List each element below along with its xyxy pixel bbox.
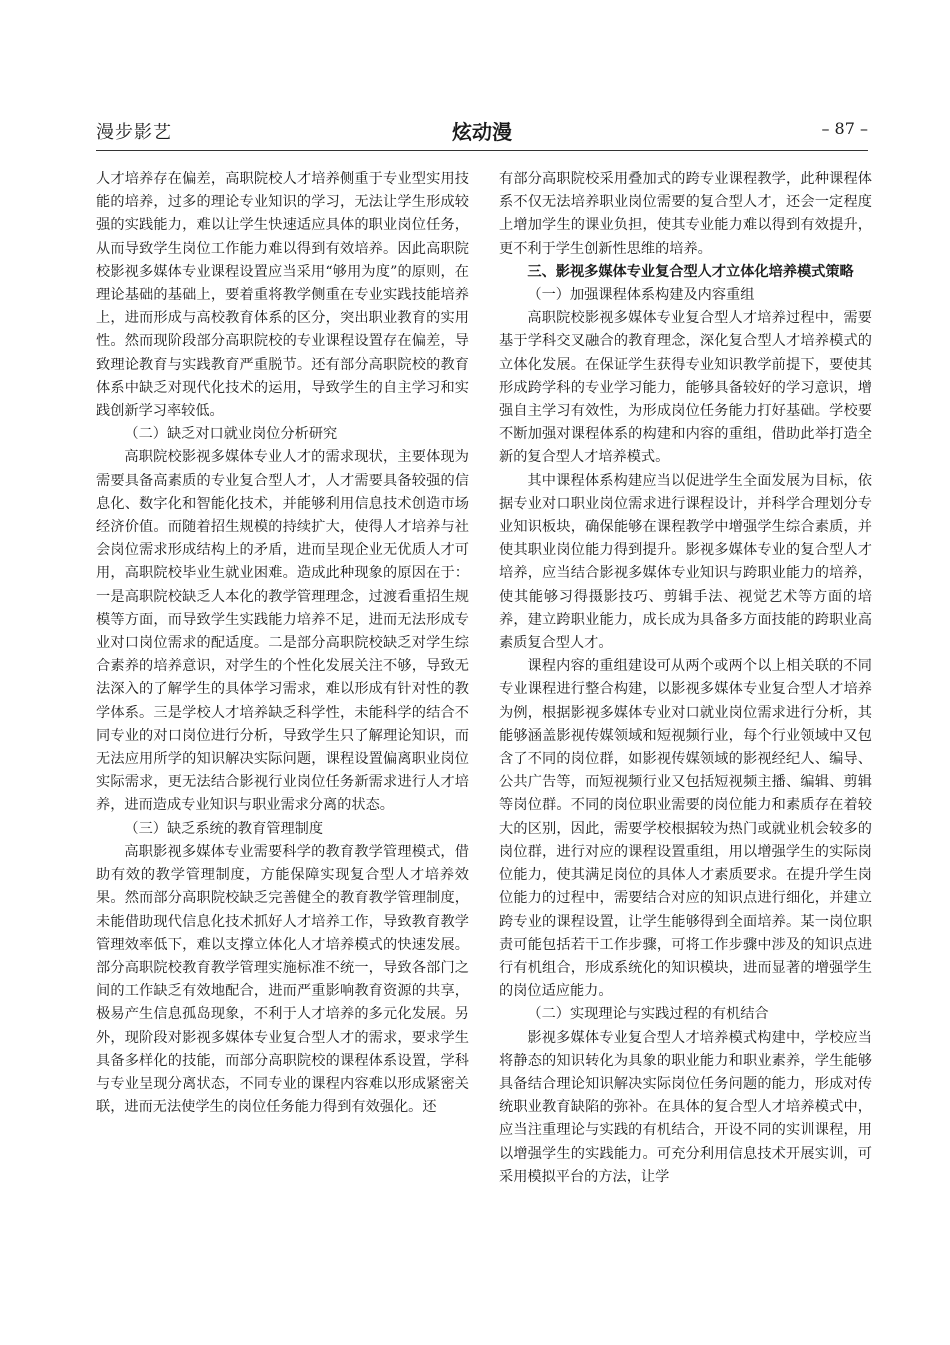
subsection-heading: （二）缺乏对口就业岗位分析研究 (124, 426, 338, 443)
paragraph: 影视多媒体专业复合型人才培养模式构建中，学校应当将静态的知识转化为具象的职业能力和职业素养，学生能够具备结合理论知识解决实际岗位任务问题的能力，形成对传统职业教育缺陷的弥补。在具体的复合型人才培养模式中，应当注重理论与实践的有机结合，开设不同的实训课程，用以增强学生的实践能力。可充分利用信息技术开展实训，可采用模拟平台的方法，让学 (499, 1029, 872, 1185)
left-column (96, 168, 469, 1288)
paragraph: 其中课程体系构建应当以促进学生全面发展为目标，依据专业对口职业岗位需求进行课程设计，并科学合理划分专业知识板块，确保能够在课程教学中增强学生综合素质，并使其职业岗位能力得到提升。影视多媒体专业的复合型人才培养，应当结合影视多媒体专业知识与跨职业能力的培养，使其能够习得摄影技巧、剪辑手法、视觉艺术等方面的培养，建立跨职业能力，成长成为具备多方面技能的跨职业高素质复合型人才。 (499, 472, 872, 652)
paragraph: 课程内容的重组建设可从两个或两个以上相关联的不同专业课程进行整合构建，以影视多媒体专业复合型人才培养为例，根据影视多媒体专业对口就业岗位需求进行分析，其能够涵盖影视传媒领域和短视频行业，每个行业领域中又包含了不同的岗位群，如影视传媒领域的影视经纪人、编导、公共广告等，而短视频行业又包括短视频主播、编辑、剪辑等岗位群。不同的岗位职业需要的岗位能力和素质存在着较大的区别，因此，需要学校根据较为热门或就业机会较多的岗位群，进行对应的课程设置重组，用以增强学生的实际岗位能力，使其满足岗位的具体人才素质要求。在提升学生岗位能力的过程中，需要结合对应的知识点进行细化，并建立跨专业的课程设置，让学生能够得到全面培养。某一岗位职责可能包括若干工作步骤，可将工作步骤中涉及的知识点进行有机组合，形成系统化的知识模块，进而显著的增强学生的岗位适应能力。 (499, 658, 872, 1000)
journal-title: 炫动漫 (452, 120, 512, 144)
header-divider (96, 150, 868, 151)
paragraph: 高职院校影视多媒体专业复合型人才培养过程中，需要基于学科交叉融合的教育理念，深化复合型人才培养模式的立体化发展。在保证学生获得专业知识教学前提下，要使其形成跨学科的专业学习能力，能够具备较好的学习意识，增强自主学习有效性，为形成岗位任务能力打好基础。学校要不断加强对课程体系的构建和内容的重组，借助此举打造全新的复合型人才培养模式。 (499, 310, 872, 466)
section-heading: 三、影视多媒体专业复合型人才立体化培养模式策略 (527, 263, 854, 280)
paragraph: 人才培养存在偏差，高职院校人才培养侧重于专业型实用技能的培养，过多的理论专业知识的学习，无法让学生形成较强的实践能力，难以让学生快速适应具体的职业岗位任务，从而导致学生岗位工作能力难以得到有效培养。因此高职院校影视多媒体专业课程设置应当采用“够用为度”的原则，在理论基础的基础上，要着重将教学侧重在专业实践技能培养上，进而形成与高校教育体系的区分，突出职业教育的实用性。然而现阶段部分高职院校的专业课程设置存在偏差，导致理论教育与实践教育严重脱节。还有部分高职院校的教育体系中缺乏对现代化技术的运用，导致学生的自主学习和实践创新学习率较低。 (96, 171, 469, 420)
paragraph: 高职院校影视多媒体专业人才的需求现状，主要体现为需要具备高素质的专业复合型人才，人才需要具备较强的信息化、数字化和智能化技术，并能够利用信息技术创造市场经济价值。而随着招生规模的持续扩大，使得人才培养与社会岗位需求形成结构上的矛盾，进而呈现企业无优质人才可用，高职院校毕业生就业困难。造成此种现象的原因在于：一是高职院校缺乏人本化的教学管理理念，过渡看重招生规模等方面，而导致学生实践能力培养不足，进而无法形成专业对口岗位需求的配适度。二是部分高职院校缺乏对学生综合素养的培养意识，对学生的个性化发展关注不够，导致无法深入的了解学生的具体学习需求，难以形成有针对性的教学体系。三是学校人才培养缺乏科学性，未能科学的结合不同专业的对口岗位进行分析，导致学生只了解理论知识，而无法应用所学的知识解决实际问题，课程设置偏离职业岗位实际需求，更无法结合影视行业岗位任务新需求进行人才培养，进而造成专业知识与职业需求分离的状态。 (96, 449, 469, 814)
right-column (499, 168, 872, 1288)
journal-section-name: 漫步影艺 (96, 122, 172, 143)
paragraph: 有部分高职院校采用叠加式的跨专业课程教学，此种课程体系不仅无法培养职业岗位需要的复合型人才，还会一定程度上增加学生的课业负担，使其专业能力难以得到有效提升，更不利于学生创新性思维的培养。 (499, 171, 872, 257)
paragraph: 高职影视多媒体专业需要科学的教育教学管理模式，借助有效的教学管理制度，方能保障实现复合型人才培养效果。然而部分高职院校缺乏完善健全的教育教学管理制度，未能借助现代信息化技术抓好人才培养工作，导致教育教学管理效率低下，难以支撑立体化人才培养模式的快速发展。部分高职院校教育教学管理实施标准不统一，导致各部门之间的工作缺乏有效地配合，进而严重影响教育资源的共享，极易产生信息孤岛现象，不利于人才培养的多元化发展。另外，现阶段对影视多媒体专业复合型人才的需求，要求学生具备多样化的技能，而部分高职院校的课程体系设置，学科与专业呈现分离状态，不同专业的课程内容难以形成紧密关联，进而无法使学生的岗位任务能力得到有效强化。还 (96, 843, 469, 1116)
subsection-heading: （二）实现理论与实践过程的有机结合 (527, 1006, 769, 1023)
subsection-heading: （三）缺乏系统的教育管理制度 (124, 820, 324, 837)
page-number: – 87 – (821, 119, 868, 138)
subsection-heading: （一）加强课程体系构建及内容重组 (527, 287, 755, 304)
page-header (96, 110, 868, 144)
